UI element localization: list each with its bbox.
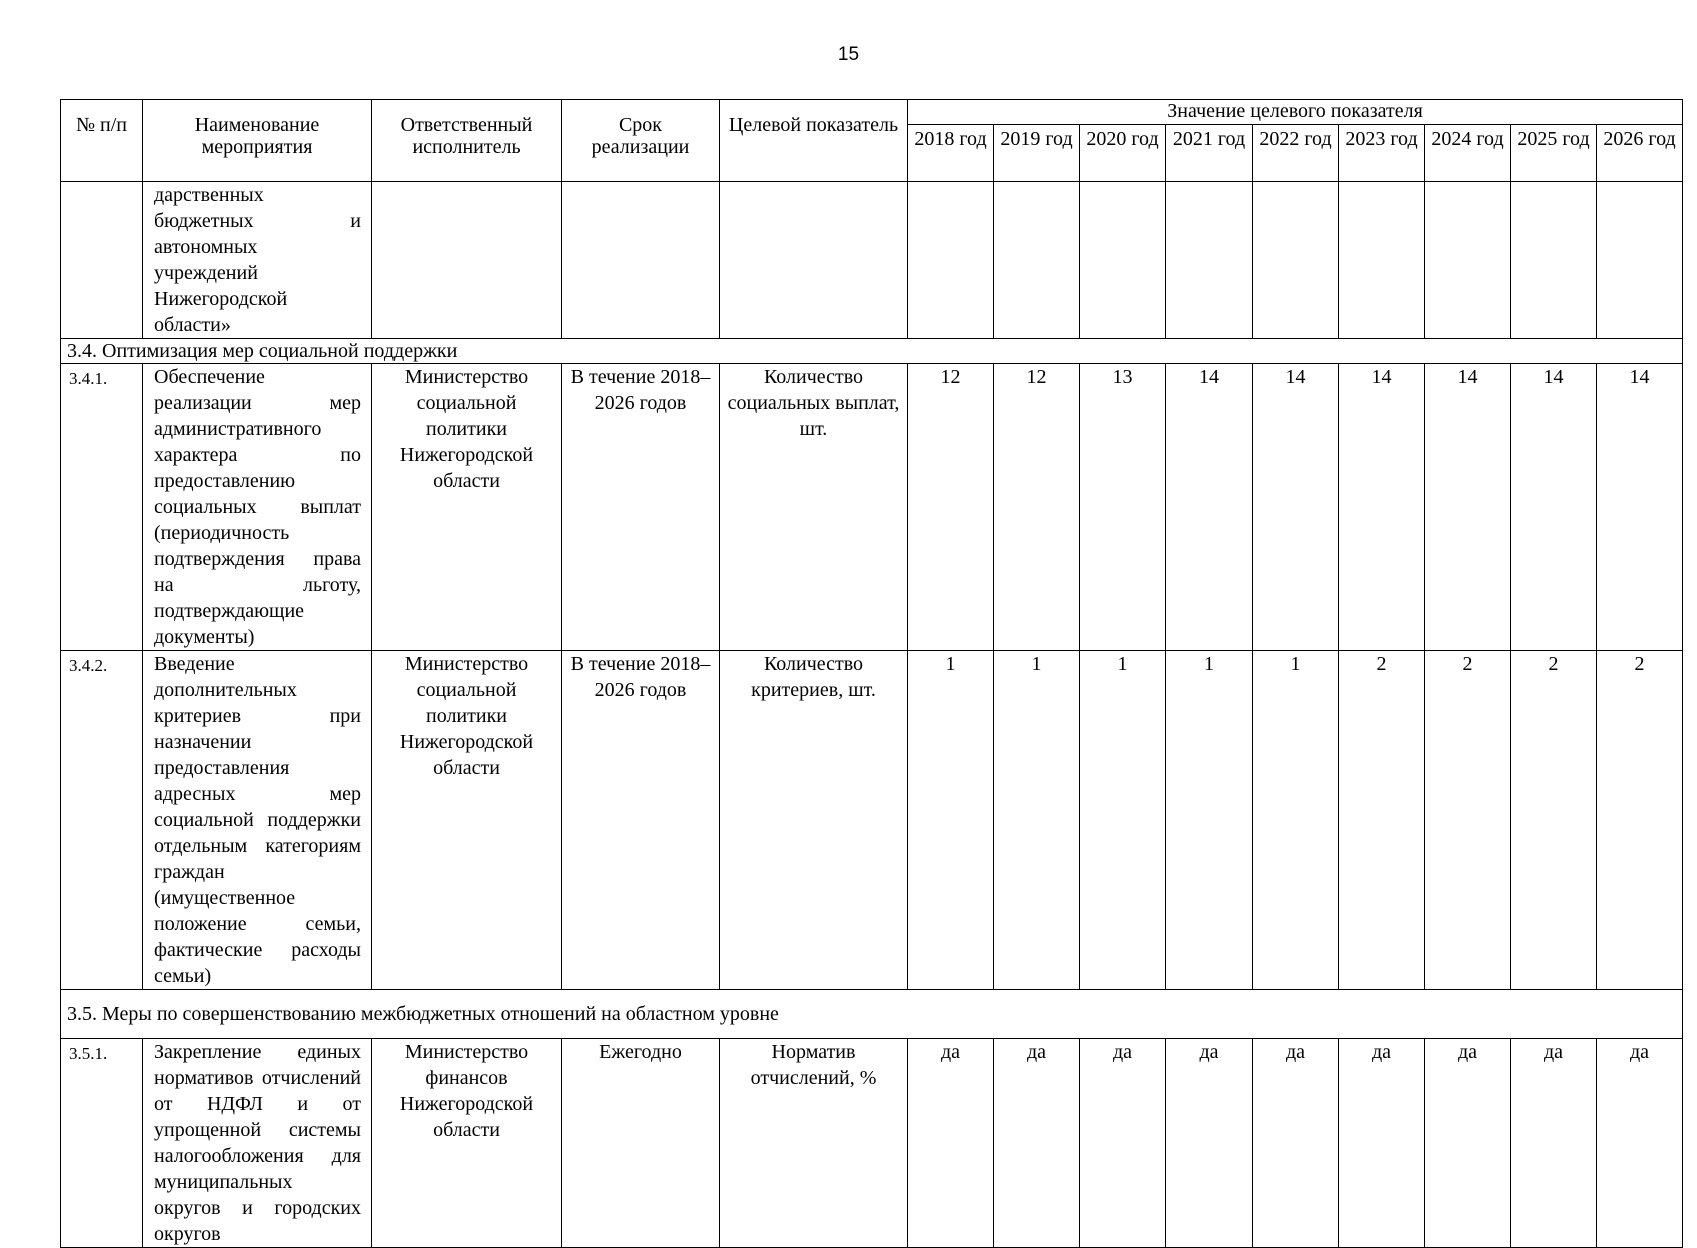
row-number: 3.4.1. <box>61 364 143 651</box>
row-term: В течение 2018–2026 годов <box>562 364 720 651</box>
row-value-2023: да <box>1339 1039 1425 1248</box>
header-name: Наименование мероприятия <box>143 100 372 182</box>
row-term: В течение 2018–2026 годов <box>562 651 720 990</box>
continuation-value <box>994 182 1080 339</box>
continuation-term <box>562 182 720 339</box>
header-row <box>61 100 1683 125</box>
row-indicator: Количество социальных выплат, шт. <box>720 364 908 651</box>
header-executor: Ответственный исполнитель <box>372 100 562 182</box>
page-number: 15 <box>837 44 860 65</box>
row-value-2023: 2 <box>1339 651 1425 990</box>
continuation-value <box>1425 182 1511 339</box>
table-row <box>61 1039 1683 1248</box>
continuation-executor <box>372 182 562 339</box>
row-value-2024: 2 <box>1425 651 1511 990</box>
header-values-group: Значение целевого показателя <box>908 100 1683 125</box>
row-value-2025: да <box>1511 1039 1597 1248</box>
header-year: 2021 год <box>1166 125 1253 182</box>
row-name: Обеспечение реализации мер административного характера по предоставлению социальных выплат (периодичность подтверждения права на льготу, подтверждающие документы) <box>143 364 372 651</box>
row-indicator: Количество критериев, шт. <box>720 651 908 990</box>
row-term: Ежегодно <box>562 1039 720 1248</box>
continuation-name: дарственных бюджетных и автономных учреждений Нижегородской области» <box>143 182 372 339</box>
section-heading-3-5: 3.5. Меры по совершенствованию межбюджетных отношений на областном уровне <box>61 990 1683 1039</box>
row-value-2020: 1 <box>1080 651 1166 990</box>
row-value-2018: 12 <box>908 364 994 651</box>
row-number: 3.4.2. <box>61 651 143 990</box>
row-indicator: Норматив отчислений, % <box>720 1039 908 1248</box>
header-year: 2019 год <box>994 125 1080 182</box>
header-year: 2026 год <box>1597 125 1683 182</box>
row-value-2021: 1 <box>1166 651 1253 990</box>
continuation-value <box>1253 182 1339 339</box>
row-value-2020: 13 <box>1080 364 1166 651</box>
row-value-2021: 14 <box>1166 364 1253 651</box>
continuation-num <box>61 182 143 339</box>
header-year: 2025 год <box>1511 125 1597 182</box>
row-name: Введение дополнительных критериев при назначении предоставления адресных мер социальной поддержки отдельным категориям граждан (имущественное положение семьи, фактические расходы семьи) <box>143 651 372 990</box>
row-value-2018: да <box>908 1039 994 1248</box>
header-indicator: Целевой показатель <box>720 100 908 182</box>
row-value-2022: 1 <box>1253 651 1339 990</box>
row-value-2019: да <box>994 1039 1080 1248</box>
row-value-2025: 2 <box>1511 651 1597 990</box>
section-row <box>61 990 1683 1039</box>
continuation-value <box>1339 182 1425 339</box>
row-value-2018: 1 <box>908 651 994 990</box>
continuation-value <box>1080 182 1166 339</box>
continuation-value <box>908 182 994 339</box>
row-value-2023: 14 <box>1339 364 1425 651</box>
row-name: Закрепление единых нормативов отчислений от НДФЛ и от упрощенной системы налогообложения для муниципальных округов и городских округов <box>143 1039 372 1248</box>
target-indicators-table <box>60 99 1683 1248</box>
row-value-2020: да <box>1080 1039 1166 1248</box>
header-num: № п/п <box>61 100 143 182</box>
continuation-value <box>1511 182 1597 339</box>
row-value-2024: да <box>1425 1039 1511 1248</box>
header-year: 2022 год <box>1253 125 1339 182</box>
row-value-2019: 12 <box>994 364 1080 651</box>
row-value-2022: 14 <box>1253 364 1339 651</box>
continuation-row <box>61 182 1683 339</box>
header-year: 2020 год <box>1080 125 1166 182</box>
row-number: 3.5.1. <box>61 1039 143 1248</box>
table-row <box>61 364 1683 651</box>
continuation-value <box>1166 182 1253 339</box>
row-value-2022: да <box>1253 1039 1339 1248</box>
header-term: Срок реализации <box>562 100 720 182</box>
row-value-2019: 1 <box>994 651 1080 990</box>
header-year: 2024 год <box>1425 125 1511 182</box>
continuation-value <box>1597 182 1683 339</box>
row-executor: Министерство социальной политики Нижегородской области <box>372 364 562 651</box>
row-value-2021: да <box>1166 1039 1253 1248</box>
row-executor: Министерство социальной политики Нижегородской области <box>372 651 562 990</box>
row-value-2026: 14 <box>1597 364 1683 651</box>
row-value-2026: да <box>1597 1039 1683 1248</box>
table-row <box>61 651 1683 990</box>
section-row <box>61 339 1683 364</box>
row-value-2025: 14 <box>1511 364 1597 651</box>
row-value-2024: 14 <box>1425 364 1511 651</box>
row-executor: Министерство финансов Нижегородской области <box>372 1039 562 1248</box>
continuation-indicator <box>720 182 908 339</box>
section-heading-3-4: 3.4. Оптимизация мер социальной поддержки <box>61 339 1683 364</box>
header-year: 2018 год <box>908 125 994 182</box>
row-value-2026: 2 <box>1597 651 1683 990</box>
header-year: 2023 год <box>1339 125 1425 182</box>
